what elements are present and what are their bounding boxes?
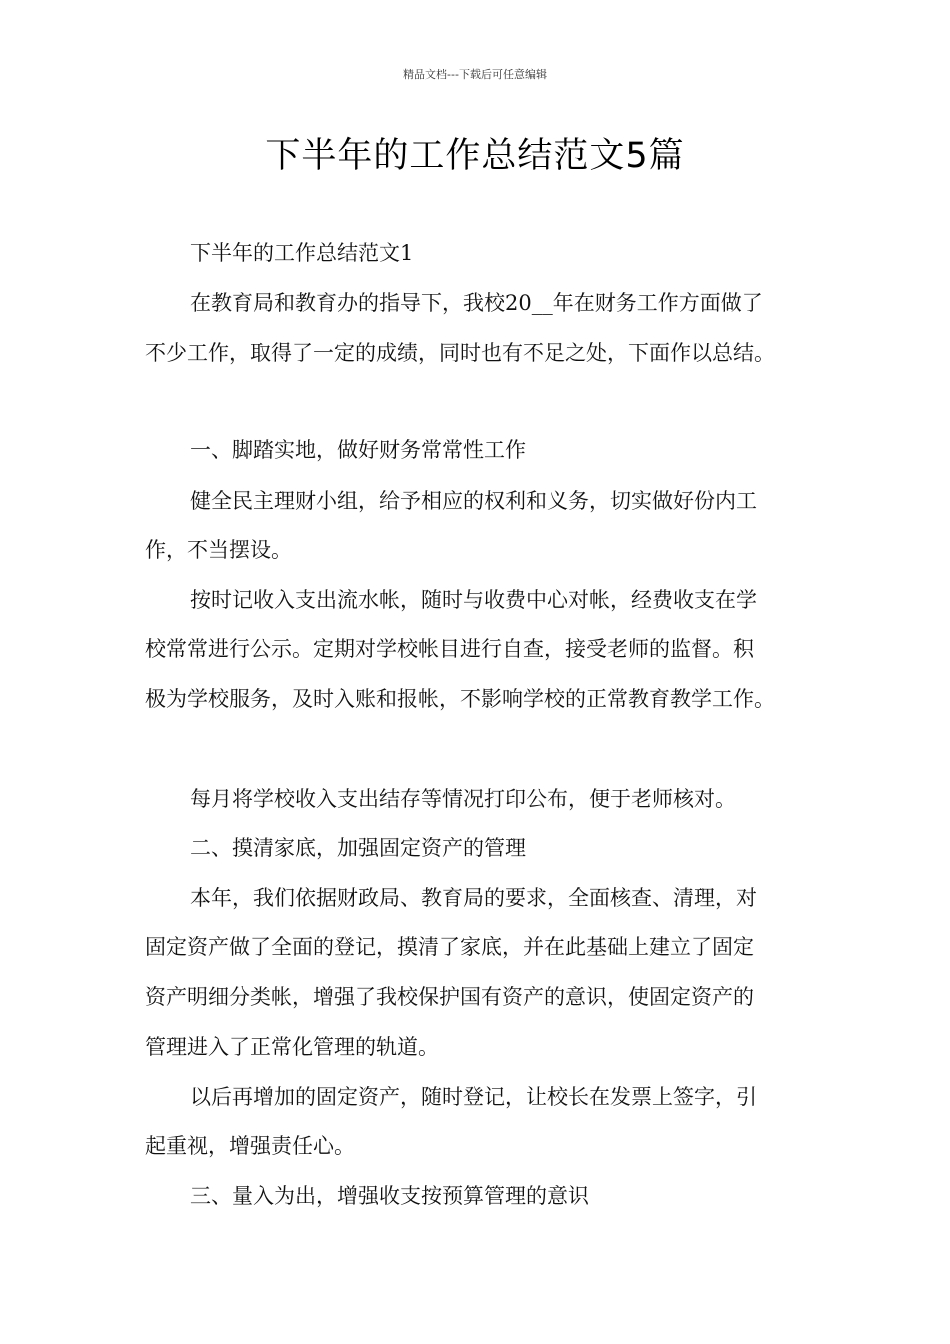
section-heading: 二、摸清家底，加强固定资产的管理 xyxy=(190,836,526,860)
paragraph-line: 以后再增加的固定资产，随时登记，让校长在发票上签字，引 xyxy=(190,1085,757,1109)
page-header-note: 精品文档---下载后可任意编辑 xyxy=(403,68,547,81)
paragraph-line: 在教育局和教育办的指导下，我校20__年在财务工作方面做了 xyxy=(190,291,763,315)
section-heading: 下半年的工作总结范文1 xyxy=(190,241,414,265)
document-title: 下半年的工作总结范文5篇 xyxy=(265,136,685,176)
paragraph-line: 每月将学校收入支出结存等情况打印公布，便于老师核对。 xyxy=(190,787,736,811)
paragraph-line: 健全民主理财小组，给予相应的权利和义务，切实做好份内工 xyxy=(190,489,757,513)
paragraph-line: 管理进入了正常化管理的轨道。 xyxy=(145,1035,439,1059)
paragraph-line: 极为学校服务，及时入账和报帐，不影响学校的正常教育教学工作。 xyxy=(145,687,775,711)
paragraph-line: 本年，我们依据财政局、教育局的要求，全面核查、清理，对 xyxy=(190,886,757,910)
paragraph-line: 资产明细分类帐，增强了我校保护国有资产的意识，使固定资产的 xyxy=(145,985,754,1009)
paragraph-line: 按时记收入支出流水帐，随时与收费中心对帐，经费收支在学 xyxy=(190,588,757,612)
paragraph-line: 固定资产做了全面的登记，摸清了家底，并在此基础上建立了固定 xyxy=(145,935,754,959)
section-heading: 一、脚踏实地，做好财务常常性工作 xyxy=(190,438,526,462)
paragraph-line: 校常常进行公示。定期对学校帐目进行自查，接受老师的监督。积 xyxy=(145,637,754,661)
paragraph-line: 作，不当摆设。 xyxy=(145,538,292,562)
section-heading: 三、量入为出，增强收支按预算管理的意识 xyxy=(190,1184,589,1208)
paragraph-line: 起重视，增强责任心。 xyxy=(145,1134,355,1158)
paragraph-line: 不少工作，取得了一定的成绩，同时也有不足之处，下面作以总结。 xyxy=(145,341,775,365)
